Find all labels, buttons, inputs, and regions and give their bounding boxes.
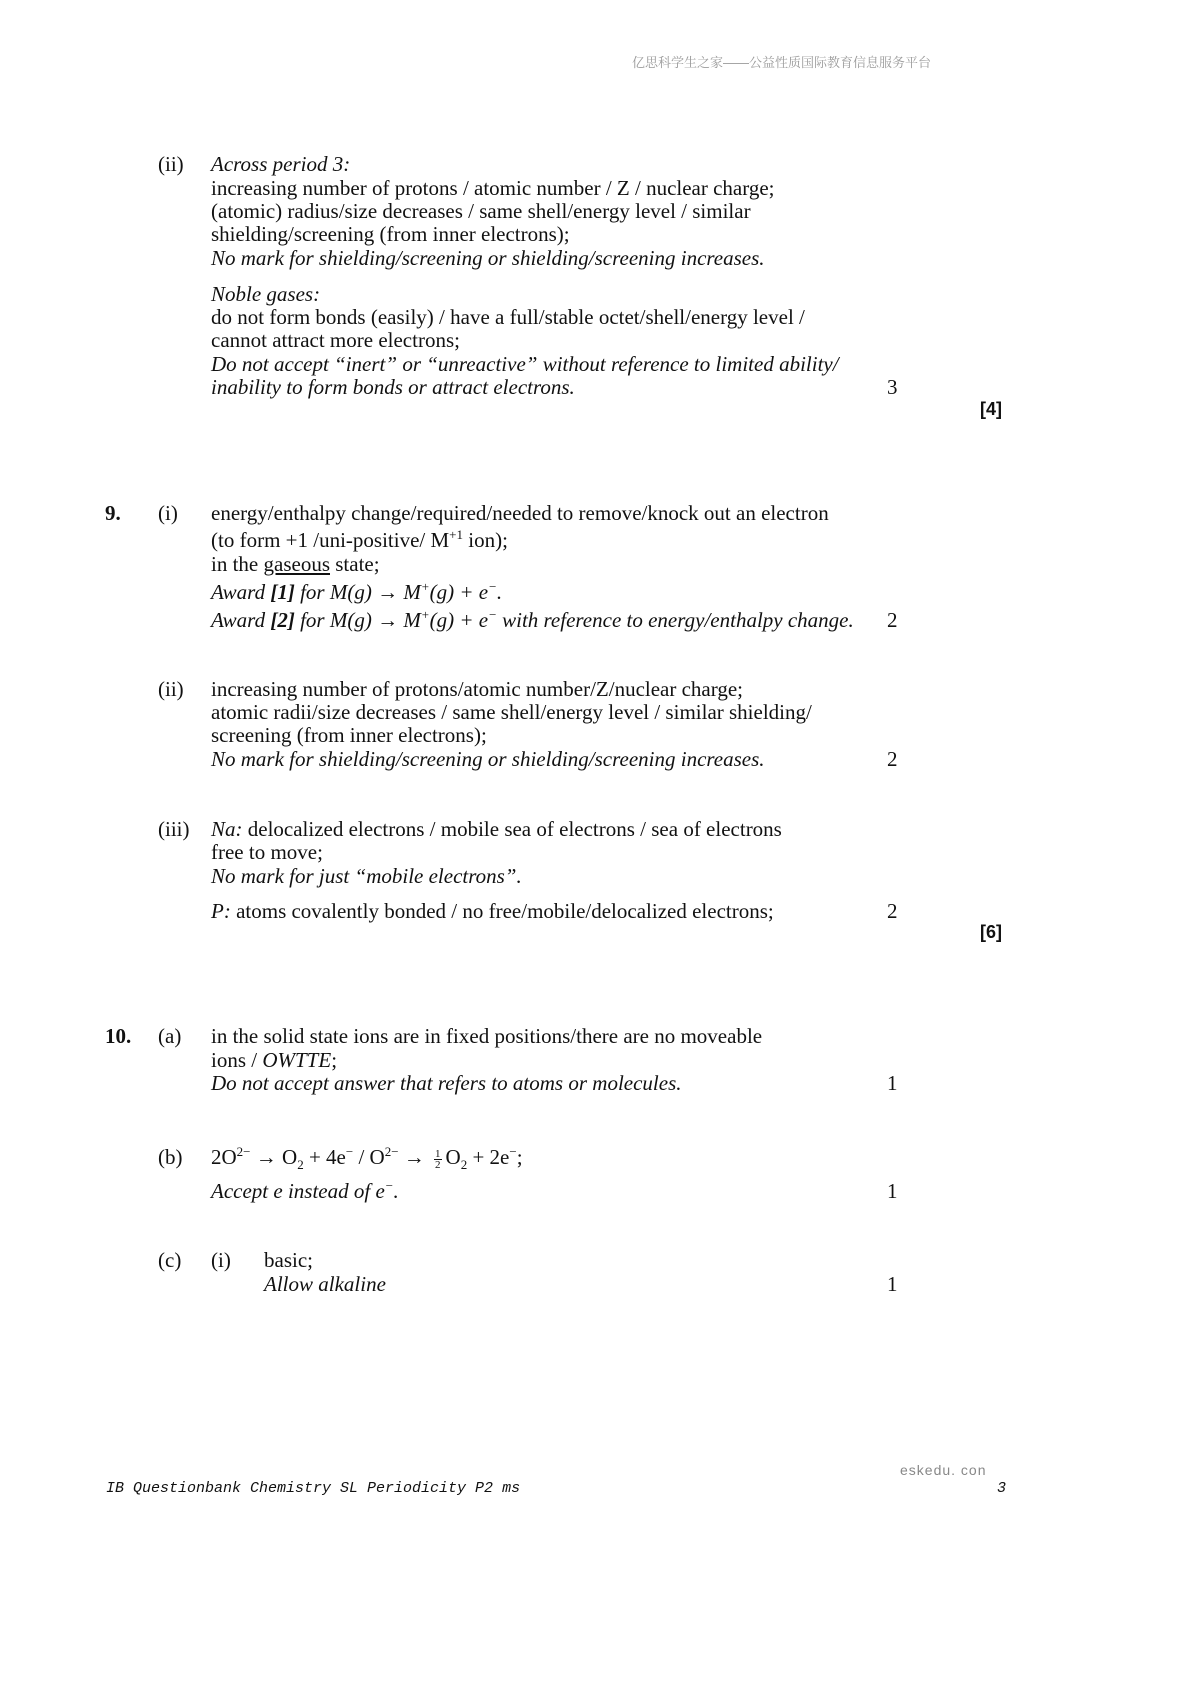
answer-line: in the gaseous state;	[211, 552, 380, 576]
fraction-one-half: $\frac{1}{2}$	[435, 1147, 441, 1171]
marking-note: No mark for shielding/screening or shielding/screening increases.	[211, 246, 765, 270]
answer-line: (atomic) radius/size decreases / same shell/energy level / similar	[211, 199, 751, 223]
answer-line: energy/enthalpy change/required/needed to remove/knock out an electron	[211, 501, 829, 525]
answer-line: P: atoms covalently bonded / no free/mobile/delocalized electrons;	[211, 899, 774, 923]
award-note: Award [2] for M(g) → M+(g) + e− with reference to energy/enthalpy change.	[211, 607, 854, 632]
marking-note: No mark for shielding/screening or shielding/screening increases.	[211, 747, 765, 771]
answer-line: (to form +1 /uni-positive/ $M^{+1}$ ion);	[211, 527, 508, 552]
part-label-i: (i)	[158, 501, 178, 525]
part-label-iii: (iii)	[158, 817, 190, 841]
answer-line: ions / OWTTE;	[211, 1048, 338, 1072]
total-marks: [6]	[980, 922, 1002, 942]
part-label-c: (c)	[158, 1248, 182, 1272]
answer-line: screening (from inner electrons);	[211, 723, 487, 747]
part-label-ii: (ii)	[158, 677, 184, 701]
answer-line: shielding/screening (from inner electrons);	[211, 222, 570, 246]
equation: $2O^{2-} \to O_2 + 4e^- / O^{2-}$ → $\frac{1}{2}$ $O_2 + 2e^-$;	[211, 1144, 523, 1173]
award-note: Award [1] for M(g) → M+(g) + e−.	[211, 579, 503, 604]
answer-line: do not form bonds (easily) / have a full/stable octet/shell/energy level /	[211, 305, 805, 329]
marks-value: 1	[887, 1071, 898, 1095]
marking-note: inability to form bonds or attract electrons.	[211, 375, 575, 399]
part-label-ii: (ii)	[158, 152, 184, 176]
total-marks: [4]	[980, 399, 1002, 419]
marking-note: Allow alkaline	[264, 1272, 386, 1296]
question-number: 9.	[105, 501, 121, 525]
answer-line: basic;	[264, 1248, 313, 1272]
marks-value: 1	[887, 1179, 898, 1203]
marking-note: Do not accept answer that refers to atoms or molecules.	[211, 1071, 682, 1095]
sub-part-label-i: (i)	[211, 1248, 231, 1272]
marking-note: Accept e instead of e−.	[211, 1178, 399, 1203]
marking-note: Do not accept “inert” or “unreactive” without reference to limited ability/	[211, 352, 839, 376]
answer-line: in the solid state ions are in fixed positions/there are no moveable	[211, 1024, 763, 1048]
answer-line: atomic radii/size decreases / same shell/energy level / similar shielding/	[211, 700, 812, 724]
answer-line: cannot attract more electrons;	[211, 328, 460, 352]
page-number: 3	[997, 1480, 1007, 1497]
marks-value: 1	[887, 1272, 898, 1296]
footer-title: IB Questionbank Chemistry SL Periodicity P2 ms	[106, 1480, 521, 1497]
marks-value: 3	[887, 375, 898, 399]
question-number: 10.	[105, 1024, 132, 1048]
marks-value: 2	[887, 899, 898, 923]
part-label-b: (b)	[158, 1145, 183, 1169]
answer-line: increasing number of protons/atomic number/Z/nuclear charge;	[211, 677, 744, 701]
marking-note: No mark for just “mobile electrons”.	[211, 864, 522, 888]
heading-across-period: Across period 3:	[211, 152, 351, 176]
answer-line: free to move;	[211, 840, 323, 864]
part-label-a: (a)	[158, 1024, 182, 1048]
marks-value: 2	[887, 747, 898, 771]
marks-value: 2	[887, 608, 898, 632]
footer-site: eskedu. con	[900, 1462, 987, 1478]
heading-noble-gases: Noble gases:	[211, 282, 321, 306]
header-watermark: 亿思科学生之家——公益性质国际教育信息服务平台	[632, 55, 932, 70]
answer-line: Na: delocalized electrons / mobile sea of electrons / sea of electrons	[211, 817, 782, 841]
answer-line: increasing number of protons / atomic number / Z / nuclear charge;	[211, 176, 775, 200]
